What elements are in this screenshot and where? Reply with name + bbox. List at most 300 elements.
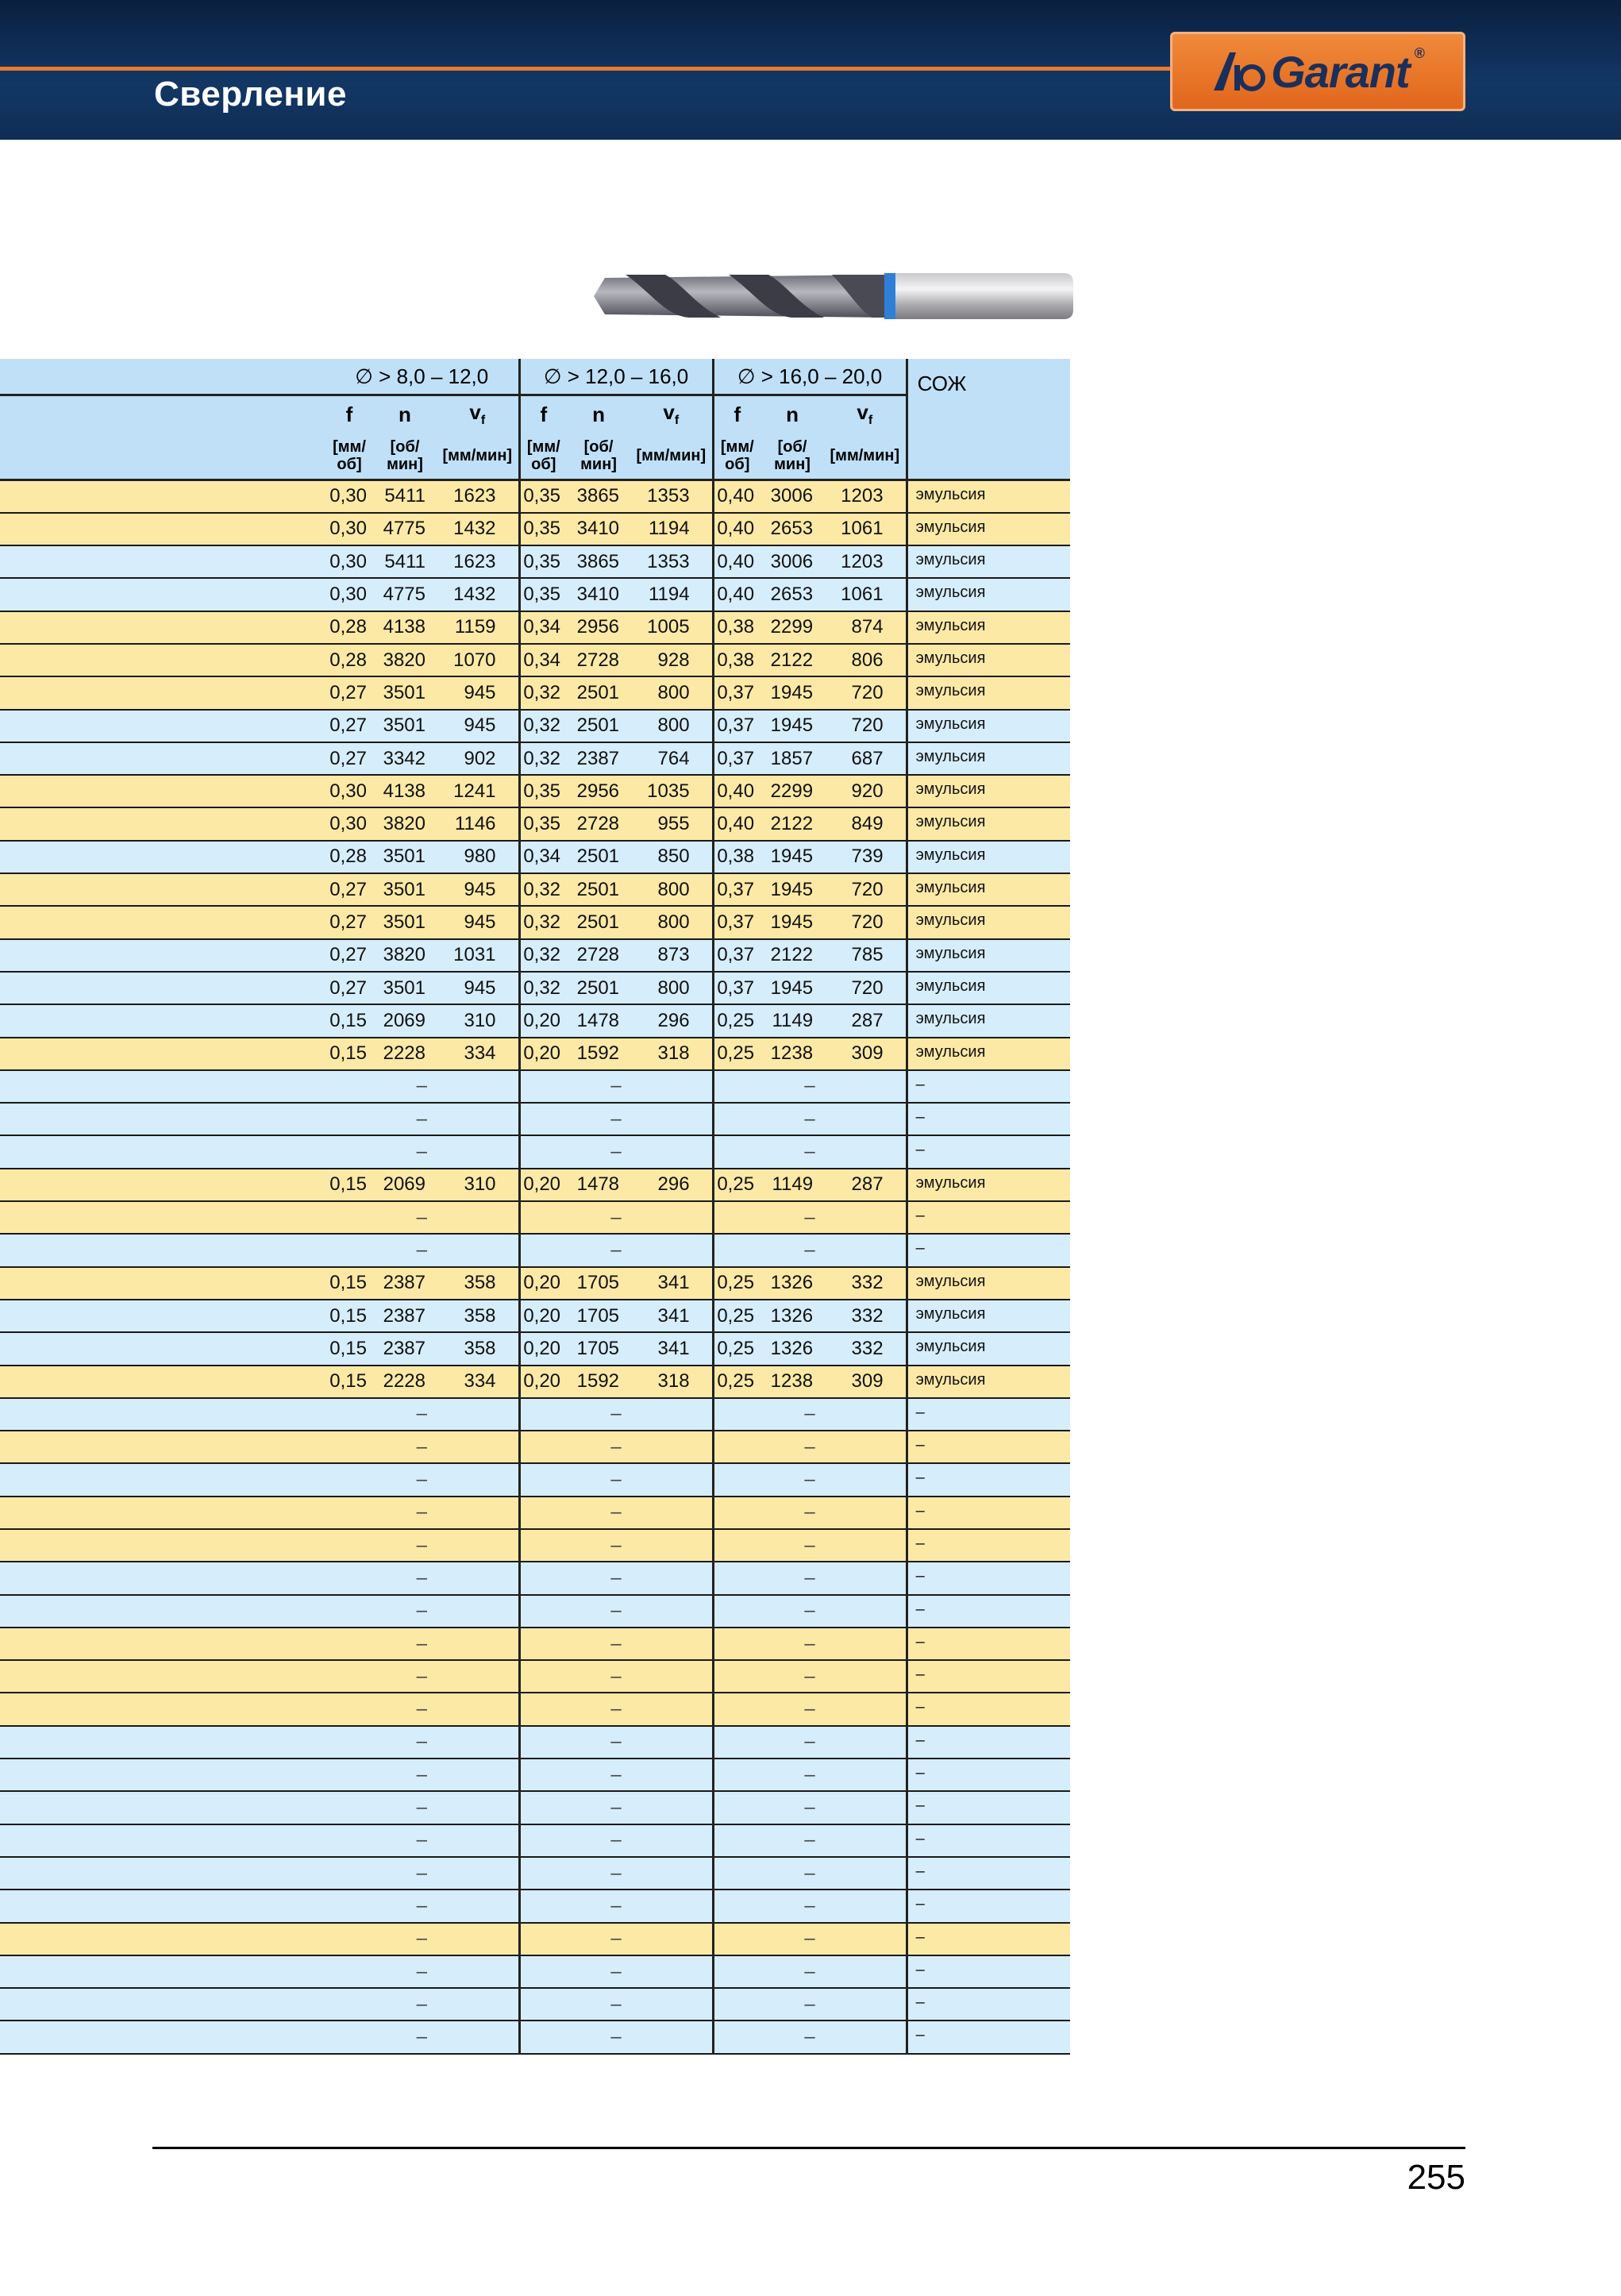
data-cell: 945 xyxy=(437,972,519,1004)
empty-data-cell: – xyxy=(519,2021,713,2053)
row-label-cell xyxy=(0,2021,325,2053)
data-cell: 800 xyxy=(630,873,713,906)
empty-data-cell: – xyxy=(325,1529,519,1562)
data-cell: 1945 xyxy=(760,710,824,742)
row-label-cell xyxy=(0,513,325,545)
coolant-cell: – xyxy=(907,1529,1070,1562)
data-cell: 0,15 xyxy=(325,1267,373,1300)
data-cell: 720 xyxy=(824,676,907,709)
row-label-cell xyxy=(0,1562,325,1594)
row-label-cell xyxy=(0,1431,325,1463)
data-cell: 800 xyxy=(630,972,713,1004)
data-cell: 2387 xyxy=(373,1300,437,1332)
empty-data-cell: – xyxy=(713,1923,907,1955)
data-cell: 0,37 xyxy=(713,710,760,742)
data-cell: 5411 xyxy=(373,480,437,513)
empty-data-cell: – xyxy=(325,1693,519,1725)
table-row xyxy=(0,1300,1070,1332)
coolant-cell: – xyxy=(907,1628,1070,1660)
table-row xyxy=(0,1398,1070,1431)
data-cell: 0,37 xyxy=(713,676,760,709)
data-cell: 2653 xyxy=(760,513,824,545)
data-cell: 945 xyxy=(437,873,519,906)
data-cell: 1238 xyxy=(760,1366,824,1398)
empty-data-cell: – xyxy=(325,1824,519,1857)
data-cell: 0,37 xyxy=(713,742,760,775)
data-cell: 0,38 xyxy=(713,841,760,873)
data-cell: 0,40 xyxy=(713,775,760,807)
row-label-cell xyxy=(0,873,325,906)
empty-data-cell: – xyxy=(713,2021,907,2053)
table-row xyxy=(0,972,1070,1004)
coolant-cell: эмульсия xyxy=(907,972,1070,1004)
table-row xyxy=(0,480,1070,513)
data-cell: 806 xyxy=(824,644,907,676)
data-cell: 0,15 xyxy=(325,1169,373,1201)
table-row xyxy=(0,807,1070,840)
empty-data-cell: – xyxy=(713,1857,907,1890)
data-cell: 720 xyxy=(824,873,907,906)
empty-data-cell: – xyxy=(519,1398,713,1431)
data-cell: 980 xyxy=(437,841,519,873)
coolant-cell: – xyxy=(907,1923,1070,1955)
data-cell: 1149 xyxy=(760,1169,824,1201)
data-cell: 0,25 xyxy=(713,1267,760,1300)
data-cell: 0,32 xyxy=(519,972,567,1004)
row-label-cell xyxy=(0,1529,325,1562)
empty-data-cell: – xyxy=(519,1693,713,1725)
data-cell: 309 xyxy=(824,1038,907,1070)
data-cell: 0,32 xyxy=(519,676,567,709)
row-label-cell xyxy=(0,1366,325,1398)
header-accent-line xyxy=(0,67,1175,71)
empty-data-cell: – xyxy=(325,1791,519,1824)
symbol-header: n xyxy=(399,402,411,426)
row-label-cell xyxy=(0,1660,325,1693)
data-cell: 902 xyxy=(437,742,519,775)
data-cell: 341 xyxy=(630,1332,713,1365)
table-row xyxy=(0,1890,1070,1922)
table-row xyxy=(0,1463,1070,1496)
data-cell: 1241 xyxy=(437,775,519,807)
empty-data-cell: – xyxy=(325,1726,519,1759)
coolant-cell: эмульсия xyxy=(907,841,1070,873)
table-row xyxy=(0,1988,1070,2021)
empty-data-cell: – xyxy=(519,1923,713,1955)
page-header xyxy=(0,0,1621,140)
data-cell: 687 xyxy=(824,742,907,775)
data-cell: 0,40 xyxy=(713,480,760,513)
data-cell: 720 xyxy=(824,906,907,938)
coolant-cell: эмульсия xyxy=(907,906,1070,938)
data-cell: 0,35 xyxy=(519,545,567,578)
row-label-cell xyxy=(0,972,325,1004)
garant-logo xyxy=(1170,32,1465,111)
table-row xyxy=(0,1726,1070,1759)
data-cell: 1238 xyxy=(760,1038,824,1070)
empty-data-cell: – xyxy=(713,1628,907,1660)
unit-header: [мм/мин] xyxy=(437,433,519,480)
coolant-cell: – xyxy=(907,1726,1070,1759)
data-cell: 341 xyxy=(630,1267,713,1300)
data-cell: 3501 xyxy=(373,841,437,873)
table-row xyxy=(0,939,1070,972)
coolant-cell: эмульсия xyxy=(907,644,1070,676)
empty-data-cell: – xyxy=(519,1497,713,1529)
table-row xyxy=(0,1201,1070,1234)
data-cell: 1149 xyxy=(760,1004,824,1037)
row-label-cell xyxy=(0,1890,325,1922)
coolant-cell: – xyxy=(907,1791,1070,1824)
empty-data-cell: – xyxy=(519,1759,713,1791)
data-cell: 2728 xyxy=(567,644,630,676)
table-row xyxy=(0,1955,1070,1988)
table-row xyxy=(0,1103,1070,1135)
data-cell: 3342 xyxy=(373,742,437,775)
empty-data-cell: – xyxy=(325,1103,519,1135)
table-row xyxy=(0,710,1070,742)
coolant-cell: эмульсия xyxy=(907,578,1070,611)
table-row xyxy=(0,906,1070,938)
data-cell: 334 xyxy=(437,1366,519,1398)
data-cell: 2956 xyxy=(567,775,630,807)
data-cell: 0,37 xyxy=(713,972,760,1004)
data-cell: 2228 xyxy=(373,1366,437,1398)
table-row xyxy=(0,578,1070,611)
data-cell: 4138 xyxy=(373,611,437,644)
data-cell: 2228 xyxy=(373,1038,437,1070)
data-cell: 3410 xyxy=(567,513,630,545)
data-cell: 2501 xyxy=(567,906,630,938)
data-cell: 0,15 xyxy=(325,1004,373,1037)
data-cell: 764 xyxy=(630,742,713,775)
coolant-cell: – xyxy=(907,1103,1070,1135)
data-cell: 1203 xyxy=(824,545,907,578)
data-cell: 0,25 xyxy=(713,1004,760,1037)
empty-data-cell: – xyxy=(519,1234,713,1266)
table-row xyxy=(0,1660,1070,1693)
symbol-header: f xyxy=(733,402,741,426)
cutting-data-table xyxy=(0,359,1070,2055)
data-cell: 2387 xyxy=(567,742,630,775)
data-cell: 318 xyxy=(630,1366,713,1398)
data-cell: 1478 xyxy=(567,1169,630,1201)
empty-data-cell: – xyxy=(325,1431,519,1463)
row-label-cell xyxy=(0,644,325,676)
row-label-cell xyxy=(0,906,325,938)
table-row xyxy=(0,644,1070,676)
empty-data-cell: – xyxy=(713,1070,907,1103)
row-label-cell xyxy=(0,841,325,873)
data-cell: 739 xyxy=(824,841,907,873)
data-cell: 0,28 xyxy=(325,611,373,644)
data-cell: 0,32 xyxy=(519,906,567,938)
data-cell: 1432 xyxy=(437,513,519,545)
empty-data-cell: – xyxy=(713,1791,907,1824)
empty-data-cell: – xyxy=(713,1201,907,1234)
page-title: Сверление xyxy=(154,75,347,114)
row-label-cell xyxy=(0,742,325,775)
data-cell: 1203 xyxy=(824,480,907,513)
table-row xyxy=(0,1628,1070,1660)
blank-header-cell xyxy=(0,359,325,395)
row-label-cell xyxy=(0,1004,325,1037)
empty-data-cell: – xyxy=(325,1857,519,1890)
empty-data-cell: – xyxy=(519,1103,713,1135)
coolant-cell: эмульсия xyxy=(907,1267,1070,1300)
data-cell: 2501 xyxy=(567,873,630,906)
coolant-cell: эмульсия xyxy=(907,480,1070,513)
empty-data-cell: – xyxy=(519,1562,713,1594)
table-row xyxy=(0,513,1070,545)
data-cell: 1159 xyxy=(437,611,519,644)
coolant-cell: – xyxy=(907,1693,1070,1725)
row-label-cell xyxy=(0,1070,325,1103)
empty-data-cell: – xyxy=(713,1988,907,2021)
data-cell: 800 xyxy=(630,710,713,742)
data-cell: 785 xyxy=(824,939,907,972)
data-cell: 0,28 xyxy=(325,644,373,676)
symbol-header: f xyxy=(540,402,548,426)
data-cell: 955 xyxy=(630,807,713,840)
data-cell: 1061 xyxy=(824,578,907,611)
data-cell: 358 xyxy=(437,1332,519,1365)
data-cell: 1945 xyxy=(760,906,824,938)
empty-data-cell: – xyxy=(713,1955,907,1988)
row-label-cell xyxy=(0,480,325,513)
data-cell: 0,27 xyxy=(325,939,373,972)
coolant-cell: – xyxy=(907,1759,1070,1791)
coolant-cell: – xyxy=(907,1234,1070,1266)
data-cell: 1945 xyxy=(760,841,824,873)
data-cell: 3501 xyxy=(373,710,437,742)
coolant-cell: эмульсия xyxy=(907,1004,1070,1037)
data-cell: 800 xyxy=(630,676,713,709)
empty-data-cell: – xyxy=(713,1529,907,1562)
data-cell: 2387 xyxy=(373,1267,437,1300)
data-cell: 2501 xyxy=(567,710,630,742)
data-cell: 0,27 xyxy=(325,742,373,775)
table-row xyxy=(0,1791,1070,1824)
data-cell: 332 xyxy=(824,1332,907,1365)
range-header-2: ∅ > 12,0 – 16,0 xyxy=(519,359,713,395)
row-label-cell xyxy=(0,775,325,807)
blank-header-cell xyxy=(0,395,325,433)
data-cell: 1194 xyxy=(630,578,713,611)
range-header-3: ∅ > 16,0 – 20,0 xyxy=(713,359,907,395)
empty-data-cell: – xyxy=(519,1988,713,2021)
row-label-cell xyxy=(0,1693,325,1725)
data-cell: 310 xyxy=(437,1004,519,1037)
coolant-cell: – xyxy=(907,1660,1070,1693)
data-cell: 849 xyxy=(824,807,907,840)
garant-logo-icon xyxy=(1211,48,1266,95)
empty-data-cell: – xyxy=(713,1660,907,1693)
table-row xyxy=(0,545,1070,578)
data-cell: 3820 xyxy=(373,644,437,676)
data-cell: 0,30 xyxy=(325,578,373,611)
data-cell: 0,34 xyxy=(519,841,567,873)
data-cell: 1031 xyxy=(437,939,519,972)
coolant-cell: – xyxy=(907,1497,1070,1529)
data-cell: 3865 xyxy=(567,545,630,578)
empty-data-cell: – xyxy=(325,1988,519,2021)
coolant-cell: эмульсия xyxy=(907,1300,1070,1332)
symbol-header: f xyxy=(345,402,353,426)
data-cell: 0,25 xyxy=(713,1169,760,1201)
empty-data-cell: – xyxy=(713,1562,907,1594)
data-cell: 720 xyxy=(824,710,907,742)
empty-data-cell: – xyxy=(713,1824,907,1857)
data-cell: 2387 xyxy=(373,1332,437,1365)
empty-data-cell: – xyxy=(713,1497,907,1529)
data-cell: 358 xyxy=(437,1267,519,1300)
data-cell: 0,25 xyxy=(713,1038,760,1070)
data-cell: 358 xyxy=(437,1300,519,1332)
data-cell: 3410 xyxy=(567,578,630,611)
coolant-cell: – xyxy=(907,1201,1070,1234)
data-cell: 1478 xyxy=(567,1004,630,1037)
coolant-cell: эмульсия xyxy=(907,1332,1070,1365)
table-row xyxy=(0,1332,1070,1365)
empty-data-cell: – xyxy=(519,1726,713,1759)
coolant-cell: – xyxy=(907,1463,1070,1496)
data-cell: 1945 xyxy=(760,676,824,709)
data-cell: 4138 xyxy=(373,775,437,807)
coolant-cell: эмульсия xyxy=(907,775,1070,807)
empty-data-cell: – xyxy=(519,1070,713,1103)
data-cell: 0,25 xyxy=(713,1332,760,1365)
data-cell: 287 xyxy=(824,1169,907,1201)
empty-data-cell: – xyxy=(325,2021,519,2053)
empty-data-cell: – xyxy=(325,1759,519,1791)
data-cell: 0,30 xyxy=(325,545,373,578)
data-cell: 1146 xyxy=(437,807,519,840)
empty-data-cell: – xyxy=(325,1135,519,1168)
table-row xyxy=(0,1070,1070,1103)
data-cell: 0,28 xyxy=(325,841,373,873)
coolant-cell: эмульсия xyxy=(907,513,1070,545)
row-label-cell xyxy=(0,1201,325,1234)
data-cell: 0,40 xyxy=(713,513,760,545)
row-label-cell xyxy=(0,807,325,840)
data-cell: 0,35 xyxy=(519,807,567,840)
data-cell: 2069 xyxy=(373,1169,437,1201)
data-cell: 920 xyxy=(824,775,907,807)
data-cell: 0,20 xyxy=(519,1332,567,1365)
coolant-cell: эмульсия xyxy=(907,1169,1070,1201)
row-label-cell xyxy=(0,1759,325,1791)
table-row xyxy=(0,2021,1070,2053)
data-cell: 0,32 xyxy=(519,939,567,972)
coolant-cell: эмульсия xyxy=(907,710,1070,742)
row-label-cell xyxy=(0,1955,325,1988)
unit-header: [мм/мин] xyxy=(630,433,713,480)
data-cell: 2956 xyxy=(567,611,630,644)
data-cell: 0,30 xyxy=(325,807,373,840)
data-cell: 0,38 xyxy=(713,611,760,644)
data-cell: 0,20 xyxy=(519,1004,567,1037)
data-cell: 1945 xyxy=(760,873,824,906)
empty-data-cell: – xyxy=(325,1562,519,1594)
footer-rule xyxy=(152,2147,1465,2149)
coolant-cell: – xyxy=(907,1562,1070,1594)
row-label-cell xyxy=(0,676,325,709)
empty-data-cell: – xyxy=(519,1529,713,1562)
empty-data-cell: – xyxy=(519,1857,713,1890)
registered-mark: ® xyxy=(1414,45,1425,61)
data-cell: 3501 xyxy=(373,906,437,938)
empty-data-cell: – xyxy=(519,1201,713,1234)
row-label-cell xyxy=(0,1267,325,1300)
empty-data-cell: – xyxy=(519,1890,713,1922)
unit-header: [мм/ об] xyxy=(325,433,373,480)
row-label-cell xyxy=(0,1038,325,1070)
row-label-cell xyxy=(0,1497,325,1529)
coolant-cell: эмульсия xyxy=(907,1038,1070,1070)
data-cell: 3501 xyxy=(373,873,437,906)
data-cell: 873 xyxy=(630,939,713,972)
data-cell: 0,15 xyxy=(325,1300,373,1332)
row-label-cell xyxy=(0,1332,325,1365)
data-cell: 0,37 xyxy=(713,939,760,972)
symbol-header: $v_f$ xyxy=(824,395,907,433)
data-cell: 800 xyxy=(630,906,713,938)
data-cell: 0,20 xyxy=(519,1366,567,1398)
empty-data-cell: – xyxy=(713,1463,907,1496)
coolant-cell: эмульсия xyxy=(907,807,1070,840)
empty-data-cell: – xyxy=(325,1595,519,1628)
row-label-cell xyxy=(0,611,325,644)
data-cell: 341 xyxy=(630,1300,713,1332)
table-row xyxy=(0,742,1070,775)
data-cell: 332 xyxy=(824,1267,907,1300)
row-label-cell xyxy=(0,1234,325,1266)
empty-data-cell: – xyxy=(519,1595,713,1628)
cutting-data-table-wrap xyxy=(0,359,1070,2055)
coolant-cell: – xyxy=(907,1955,1070,1988)
empty-data-cell: – xyxy=(519,1824,713,1857)
data-cell: 1326 xyxy=(760,1267,824,1300)
table-row xyxy=(0,1824,1070,1857)
table-row xyxy=(0,1693,1070,1725)
data-cell: 945 xyxy=(437,906,519,938)
empty-data-cell: – xyxy=(325,1497,519,1529)
data-cell: 2069 xyxy=(373,1004,437,1037)
table-row xyxy=(0,873,1070,906)
coolant-cell: эмульсия xyxy=(907,545,1070,578)
table-row xyxy=(0,841,1070,873)
table-row xyxy=(0,1038,1070,1070)
data-cell: 850 xyxy=(630,841,713,873)
data-cell: 318 xyxy=(630,1038,713,1070)
data-cell: 874 xyxy=(824,611,907,644)
row-label-cell xyxy=(0,1857,325,1890)
empty-data-cell: – xyxy=(713,1726,907,1759)
empty-data-cell: – xyxy=(713,1234,907,1266)
page-number: 255 xyxy=(1407,2158,1465,2197)
data-cell: 0,35 xyxy=(519,480,567,513)
row-label-cell xyxy=(0,1595,325,1628)
empty-data-cell: – xyxy=(713,1595,907,1628)
data-cell: 3501 xyxy=(373,972,437,1004)
data-cell: 0,30 xyxy=(325,775,373,807)
table-row xyxy=(0,611,1070,644)
empty-data-cell: – xyxy=(519,1463,713,1496)
table-row xyxy=(0,1169,1070,1201)
empty-data-cell: – xyxy=(325,1201,519,1234)
coolant-cell: – xyxy=(907,1070,1070,1103)
